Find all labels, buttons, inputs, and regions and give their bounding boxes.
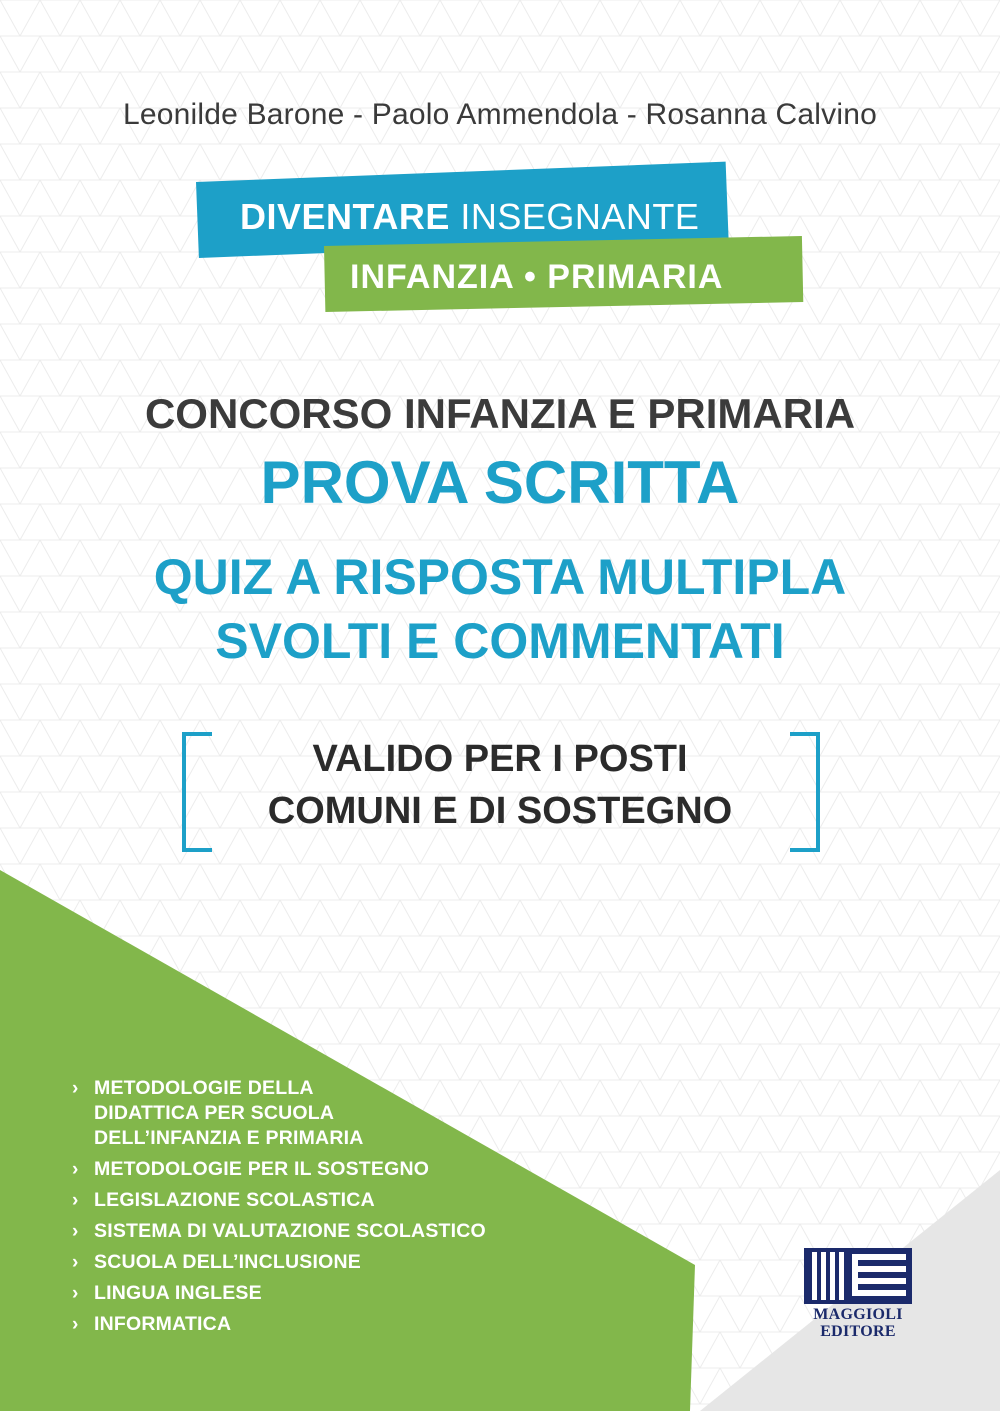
publisher-logo-mark: [804, 1248, 912, 1304]
topics-list: [72, 1076, 486, 1343]
chevron-right-icon: ›: [72, 1159, 79, 1180]
topic-item: [72, 1250, 486, 1275]
topic-item: [72, 1076, 486, 1151]
authors-line: Leonilde Barone - Paolo Ammendola - Rosanna Calvino: [123, 98, 877, 131]
topic-text: METODOLOGIE PER IL SOSTEGNO: [94, 1158, 430, 1180]
publisher-name: [804, 1306, 912, 1340]
series-title-light: INSEGNANTE: [449, 196, 700, 237]
chevron-right-icon: ›: [72, 1078, 79, 1099]
chevron-right-icon: ›: [72, 1314, 79, 1335]
topic-text: SCUOLA DELL’INCLUSIONE: [94, 1251, 361, 1273]
topic-text: SISTEMA DI VALUTAZIONE SCOLASTICO: [94, 1220, 486, 1242]
title-line-2: PROVA SCRITTA: [260, 449, 740, 516]
chevron-right-icon: ›: [72, 1283, 79, 1304]
title-line-4: SVOLTI E COMMENTATI: [215, 613, 785, 669]
publisher-name-line-1: MAGGIOLI: [813, 1306, 903, 1323]
topic-text: INFORMATICA: [94, 1313, 232, 1335]
topic-item: [72, 1312, 486, 1337]
publisher-logo: [804, 1248, 912, 1338]
chevron-right-icon: ›: [72, 1190, 79, 1211]
chevron-right-icon: ›: [72, 1221, 79, 1242]
publisher-name-line-2: EDITORE: [820, 1323, 896, 1340]
series-title: [240, 196, 699, 238]
topic-text: LINGUA INGLESE: [94, 1282, 262, 1304]
valid-line-1: VALIDO PER I POSTI: [312, 738, 688, 780]
valid-line-2: COMUNI E DI SOSTEGNO: [267, 790, 733, 832]
title-line-1: CONCORSO INFANZIA E PRIMARIA: [144, 390, 856, 437]
topic-text: METODOLOGIE DELLA: [94, 1077, 314, 1099]
topic-text: DELL’INFANZIA E PRIMARIA: [94, 1127, 364, 1149]
chevron-right-icon: ›: [72, 1252, 79, 1273]
topic-item: [72, 1219, 486, 1244]
topic-text: DIDATTICA PER SCUOLA: [94, 1102, 335, 1124]
topic-item: [72, 1188, 486, 1213]
topic-text: LEGISLAZIONE SCOLASTICA: [94, 1189, 375, 1211]
topic-item: [72, 1281, 486, 1306]
title-line-3: QUIZ A RISPOSTA MULTIPLA: [153, 549, 847, 605]
topic-item: [72, 1157, 486, 1182]
level-label: INFANZIA • PRIMARIA: [350, 258, 724, 296]
series-title-bold: DIVENTARE: [240, 196, 450, 237]
